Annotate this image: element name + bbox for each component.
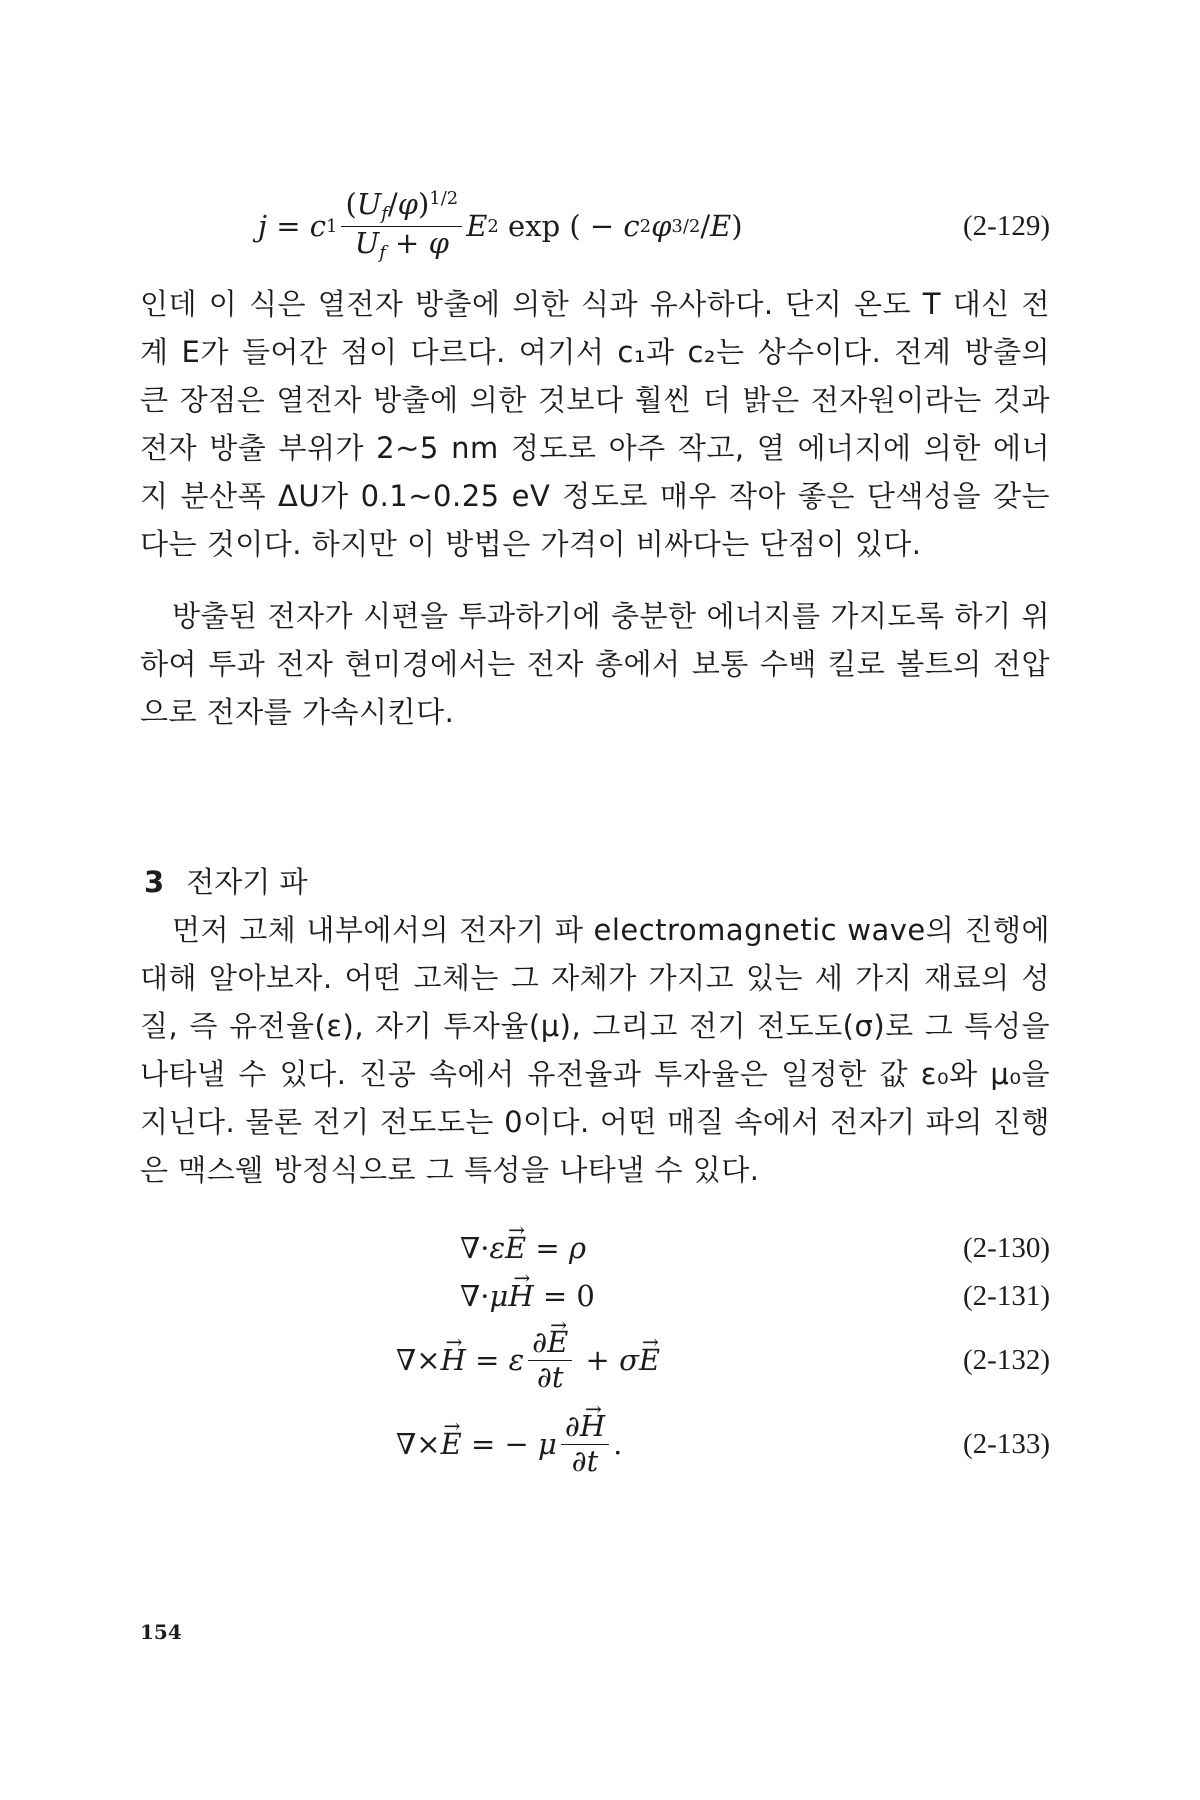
equation-number: (2-132) [963,1343,1050,1376]
section-number: 3 [144,865,165,899]
paragraph-acceleration: 방출된 전자가 시편을 투과하기에 충분한 에너지를 가지도록 하기 위하여 투과 전자 현미경에서는 전자 총에서 보통 수백 킬로 볼트의 전압으로 전자를 가속시킨다. [140,599,1050,729]
equation-2-130-body: ∇· ε → E = ρ [460,1216,586,1280]
equation-2-129 [140,187,1050,263]
equation-2-133 [140,1408,1050,1478]
fraction: $\frac{\partial\to E}{\partial t}$ [528,1327,572,1394]
equation-number: (2-131) [963,1279,1050,1312]
section-heading [144,858,307,906]
equation-2-131-body: ∇· μ → H = 0 [460,1264,595,1328]
fraction: $\frac{\partial\to H}{\partial t}$ [561,1411,609,1478]
equation-2-129-body: j = c 1 $\frac{(U_f/\varphi)^{1/2}}{U_f + \varphi}$ E 2 exp ( − c 2 φ 3/2 / E ) [258,187,743,263]
equation-number: (2-129) [963,209,1050,242]
equation-2-133-body: ∇× → E = − μ $\frac{\partial\to H}{\partial t}$ . [396,1412,622,1476]
equation-2-132-body: ∇× → H = ε $\frac{\partial\to E}{\partial t}$ + σ → E [396,1328,660,1392]
equation-2-132 [140,1324,1050,1394]
paragraph-field-emission: 인데 이 식은 열전자 방출에 의한 식과 유사하다. 단지 온도 T 대신 전계 E가 들어간 점이 다르다. 여기서 c₁과 c₂는 상수이다. 전계 방출의 큰 장점은 열전자 방출에 의한 것보다 훨씬 더 밝은 전자원이라는 것과 전자 방출 부위가 2~5 nm 정도로 아주 작고, 열 에너지에 의한 에너지 분산폭 ΔU가 0.1~0.25 eV 정도로 매우 작아 좋은 단색성을 갖는다는 것이다. 하지만 이 방법은 가격이 비싸다는 단점이 있다. [140,287,1050,561]
equation-2-131 [140,1264,1050,1328]
paragraph-electromagnetic-wave: 먼저 고체 내부에서의 전자기 파 electromagnetic wave의 진행에 대해 알아보자. 어떤 고체는 그 자체가 가지고 있는 세 가지 재료의 성질, 즉 유전율(ε), 자기 투자율(μ), 그리고 전기 전도도(σ)로 그 특성을 나타낼 수 있다. 진공 속에서 유전율과 투자율은 일정한 값 ε₀와 μ₀을 지닌다. 물론 전기 전도도는 0이다. 어떤 매질 속에서 전자기 파의 진행은 맥스웰 방정식으로 그 특성을 나타낼 수 있다. [140,913,1050,1187]
section-title: 전자기 파 [186,865,308,899]
equation-number: (2-133) [963,1427,1050,1460]
equation-number: (2-130) [963,1231,1050,1264]
page-number: 154 [140,1620,182,1644]
fraction: $\frac{(U_f/\varphi)^{1/2}}{U_f + \varphi}$ [341,189,462,262]
